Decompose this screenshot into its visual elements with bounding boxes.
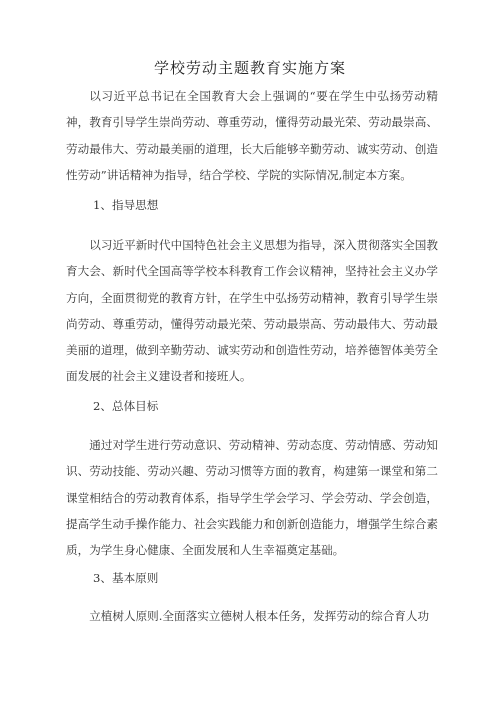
section-text-basic-principles: 立植树人原则.全面落实立德树人根本任务，发挥劳动的综合育人功 (89, 609, 430, 623)
section-heading-basic-principles: 3、基本原则 (93, 571, 159, 585)
intro-paragraph: 以习近平总书记在全国教育大会上强调的“要在学生中弘扬劳动精神，教育引导学生崇尚劳动、尊重劳动，懂得劳动最光荣、劳动最崇高、劳动最伟大、劳动最美丽的道理，长大后能够辛勤劳动、诚实劳动、创造性劳动”讲话精神为指导，结合学校、学院的实际情况,制定本方案。 (66, 89, 438, 182)
section-heading-guiding-ideology: 1、指导思想 (93, 198, 159, 212)
section-heading-overall-goal: 2、总体目标 (93, 399, 159, 413)
section-text-overall-goal: 通过对学生进行劳动意识、劳动精神、劳动态度、劳动情感、劳动知识、劳动技能、劳动兴趣、劳动习惯等方面的教育，构建第一课堂和第二课堂相结合的劳动教育体系，指导学生学会学习、学会劳动、学会创造，提高学生动手操作能力、社会实践能力和创新创造能力，增强学生综合素质，为学生身心健康、全面发展和人生幸福奠定基础。 (66, 438, 438, 558)
document-title: 学校劳动主题教育实施方案 (153, 59, 346, 77)
section-text-guiding-ideology: 以习近平新时代中国特色社会主义思想为指导，深入贯彻落实全国教育大会、新时代全国高等学校本科教育工作会议精神，坚持社会主义办学方向，全面贯彻党的教育方针，在学生中弘扬劳动精神，教育引导学生崇尚劳动、尊重劳动，懂得劳动最光荣、劳动最崇高、劳动最伟大、劳动最美丽的道理，做到辛勤劳动、诚实劳动和创造性劳动，培养德智体美劳全面发展的社会主义建设者和接班人。 (66, 238, 438, 384)
